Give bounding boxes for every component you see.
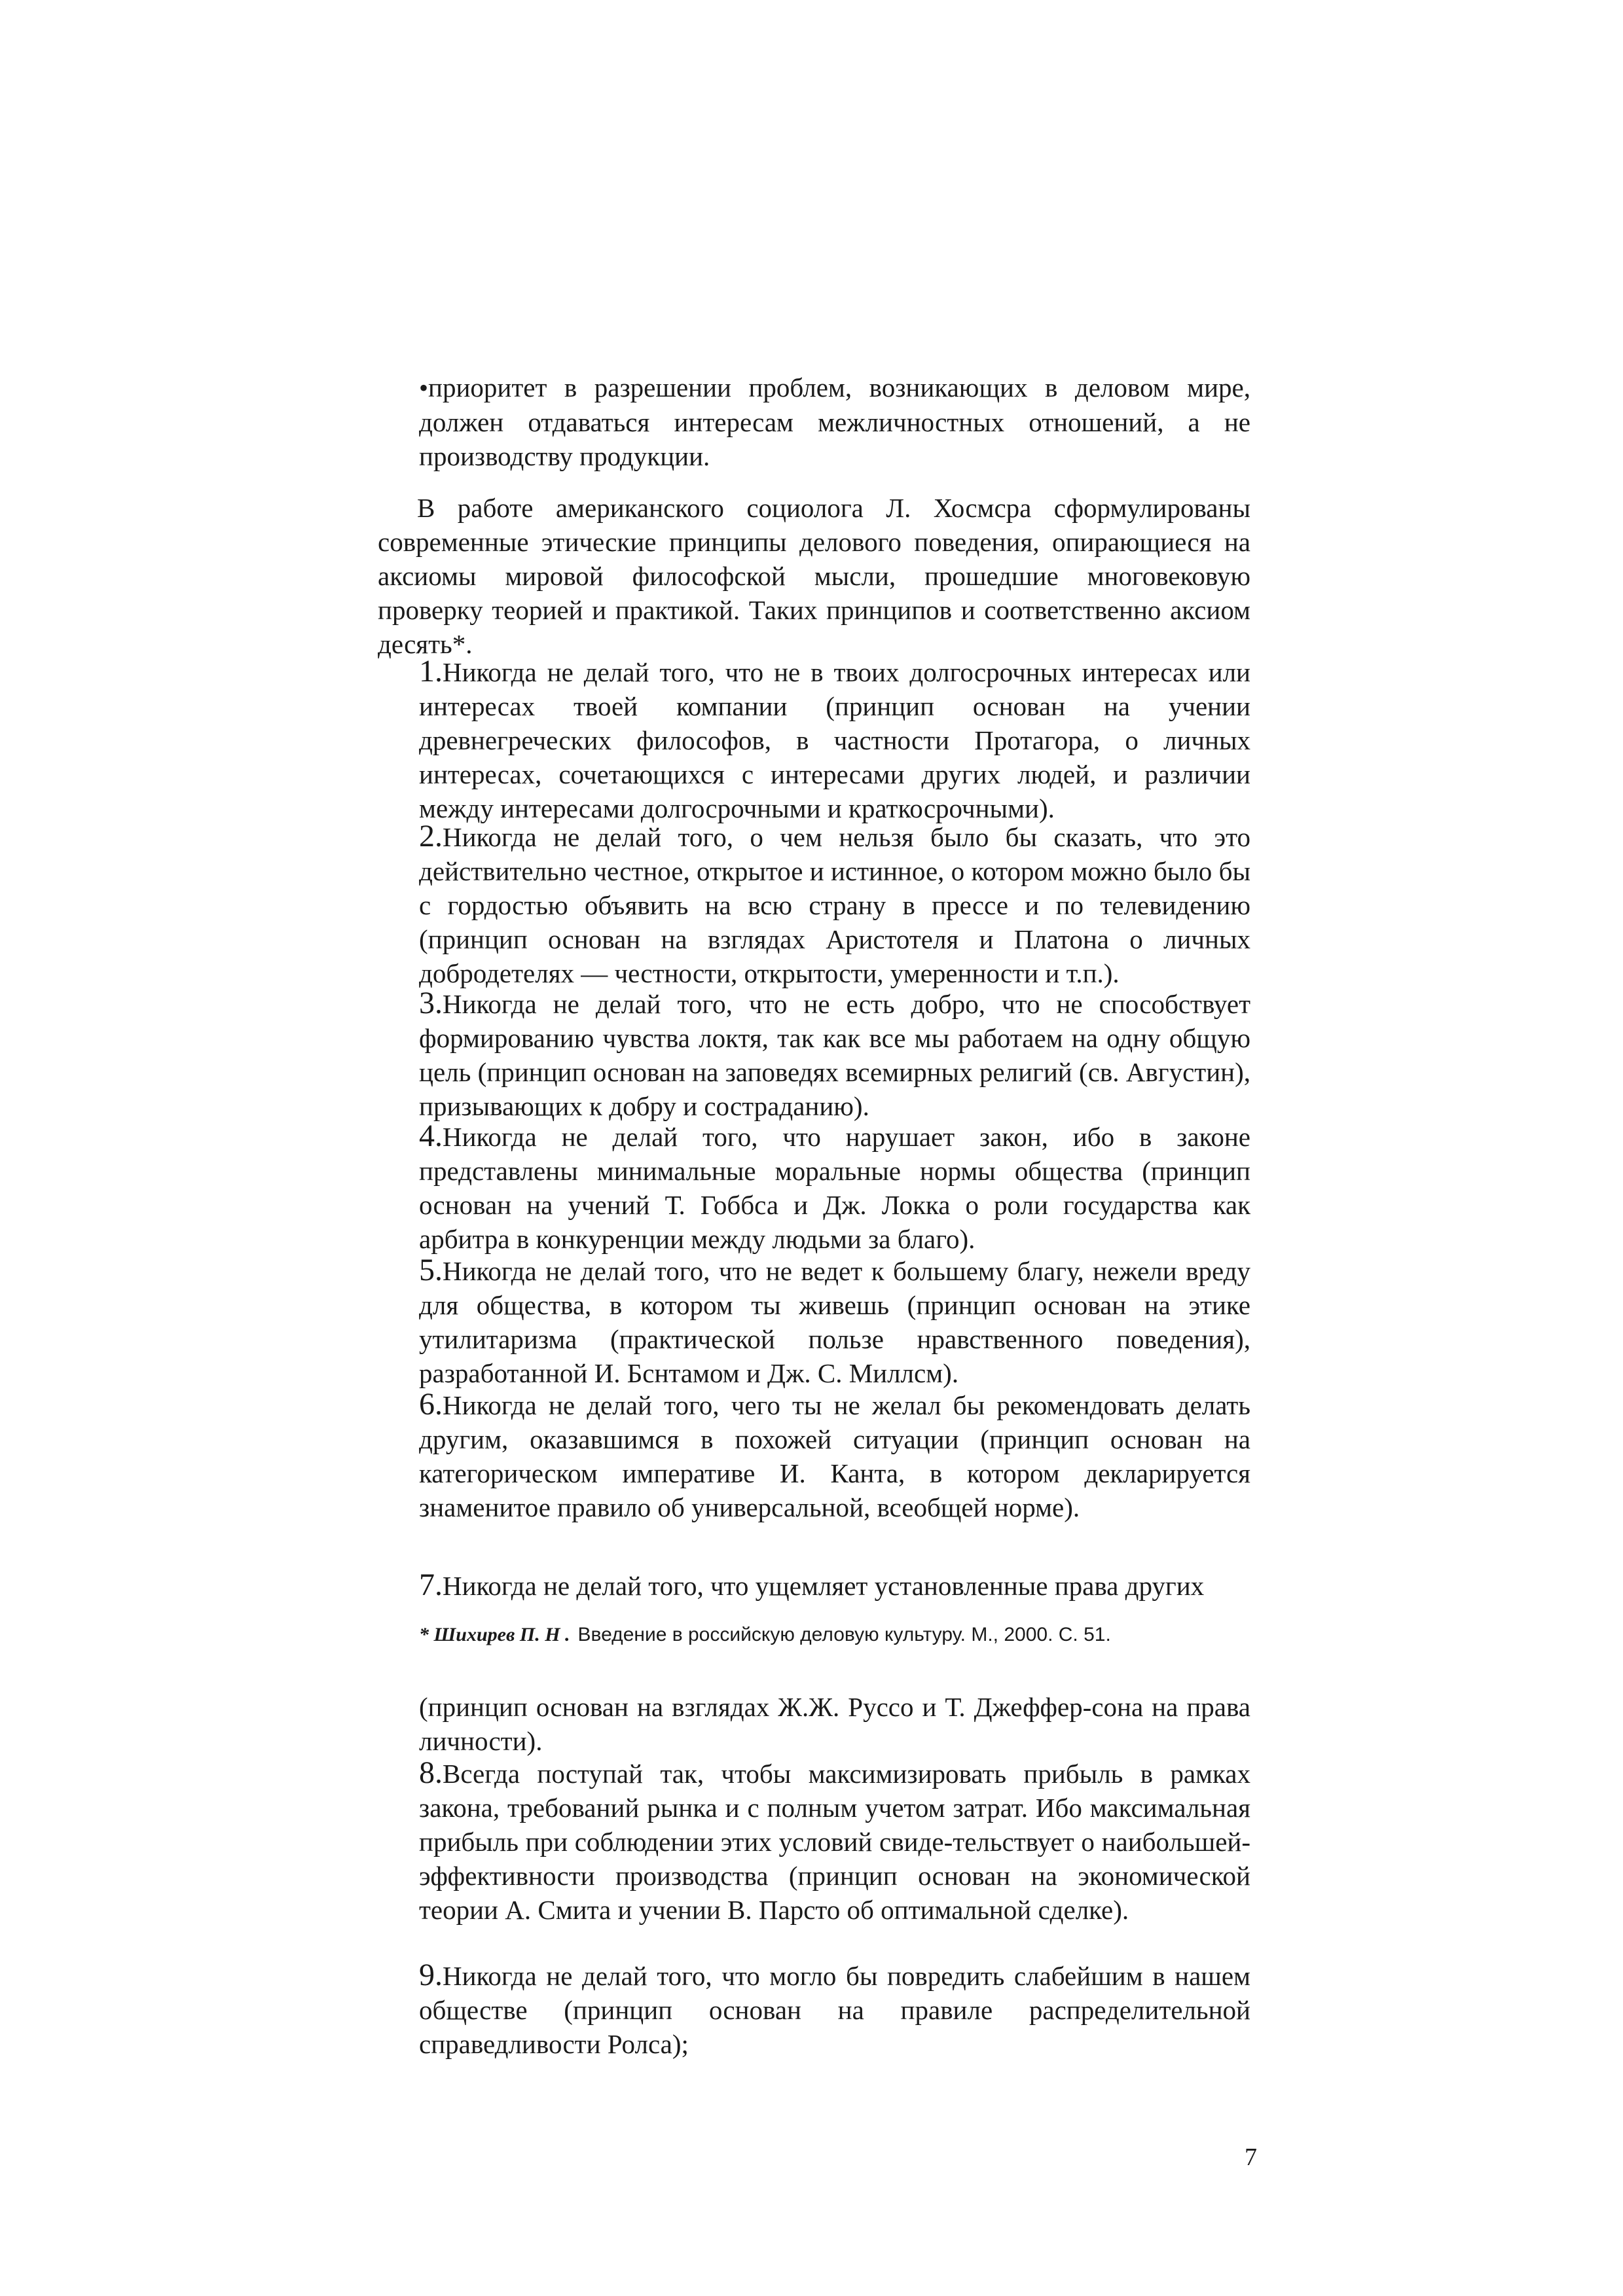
principle-1	[419, 655, 1250, 825]
principle-text: Никогда не делай того, что ущемляет установленные права других	[443, 1571, 1205, 1601]
principle-text: Всегда поступай так, чтобы максимизировать прибыль в рамках закона, требований рынка и с полным учетом затрат. Ибо максимальная прибыль при соблюдении этих условий свиде-тельствует о наибольшей-эффективности производства (принцип основан на экономической теории А. Смита и учении В. Парсто об оптимальной сделке).	[419, 1759, 1250, 1925]
principle-2	[419, 819, 1250, 990]
principle-text: Никогда не делай того, что не ведет к большему благу, нежели вреду для общества, в котором ты живешь (принцип основан на этике утилитаризма (практической пользе нравственного поведения), разработанной И. Бснтамом и Дж. С. Миллсм).	[419, 1256, 1250, 1388]
principle-number: 4.	[419, 1119, 443, 1153]
page-number: 7	[1245, 2144, 1257, 2171]
bullet-text: приоритет в разрешении проблем, возникающих в деловом мире, должен отдаваться интересам межличностных отношений, а не производству продукции.	[419, 372, 1250, 471]
principle-text: Никогда не делай того, что не есть добро, что не способствует формированию чувства локтя, так как все мы работаем на одну общую цель (принцип основан на заповедях всемирных религий (св. Августин), призывающих к добру и состраданию).	[419, 989, 1250, 1121]
intro-paragraph: В работе американского социолога Л. Хосмсра сформулированы современные этические принципы делового поведения, опирающиеся на аксиомы мировой философской мысли, прошедшие многовековую проверку теорией и практикой. Таких принципов и соответственно аксиом десять*.	[378, 493, 1250, 659]
principle-text: Никогда не делай того, что нарушает закон, ибо в законе представлены минимальные моральные нормы общества (принцип основан на учений Т. Гоббса и Дж. Локка о роли государства как арбитра в конкуренции между людьми за благо).	[419, 1122, 1250, 1254]
principle-7	[419, 1568, 1250, 1603]
principle-text: Никогда не делай того, что могло бы повредить слабейшим в нашем обществе (принцип основан на правиле распределительной справедливости Ролса);	[419, 1961, 1250, 2059]
footnote-author: * Шихирев П. Н .	[419, 1624, 570, 1645]
bullet-paragraph	[419, 370, 1250, 473]
principle-4	[419, 1119, 1250, 1256]
principle-9	[419, 1958, 1250, 2061]
principle-5	[419, 1253, 1250, 1390]
principle-number: 6.	[419, 1387, 443, 1422]
principle-number: 1.	[419, 654, 443, 689]
footnote	[419, 1622, 1264, 1648]
principle-3	[419, 986, 1250, 1123]
principle-text: Никогда не делай того, чего ты не желал бы рекомендовать делать другим, оказавшимся в похожей ситуации (принцип основан на категорическом императиве И. Канта, в котором декларируется знаменитое правило об универсальной, всеобщей норме).	[419, 1390, 1250, 1522]
principle-number: 8.	[419, 1755, 443, 1790]
footnote-title: Введение в российскую деловую культуру. М., 2000. С. 51.	[577, 1624, 1111, 1645]
principle-text: Никогда не делай того, о чем нельзя было бы сказать, что это действительно честное, открытое и истинное, о котором можно было бы с гордостью объявить на всю страну в прессе и по телевидению (принцип основан на взглядах Аристотеля и Платона о личных добродетелях — честности, открытости, умеренности и т.п.).	[419, 822, 1250, 988]
principle-number: 9.	[419, 1958, 443, 1992]
principle-number: 2.	[419, 819, 443, 853]
principle-6	[419, 1388, 1250, 1524]
principle-8	[419, 1756, 1250, 1927]
principle-number: 7.	[419, 1568, 443, 1602]
principle-number: 3.	[419, 986, 443, 1020]
principle-text: Никогда не делай того, что не в твоих долгосрочных интересах или интересах твоей компании (принцип основан на учении древнегреческих философов, в частности Протагора, о личных интересах, сочетающихся с интересами других людей, и различии между интересами долгосрочными и краткосрочными).	[419, 657, 1250, 823]
principle-7-continuation: (принцип основан на взглядах Ж.Ж. Руссо и Т. Джеффер-сона на права личности).	[419, 1692, 1250, 1756]
bullet-marker: •	[419, 373, 429, 403]
principle-number: 5.	[419, 1253, 443, 1287]
